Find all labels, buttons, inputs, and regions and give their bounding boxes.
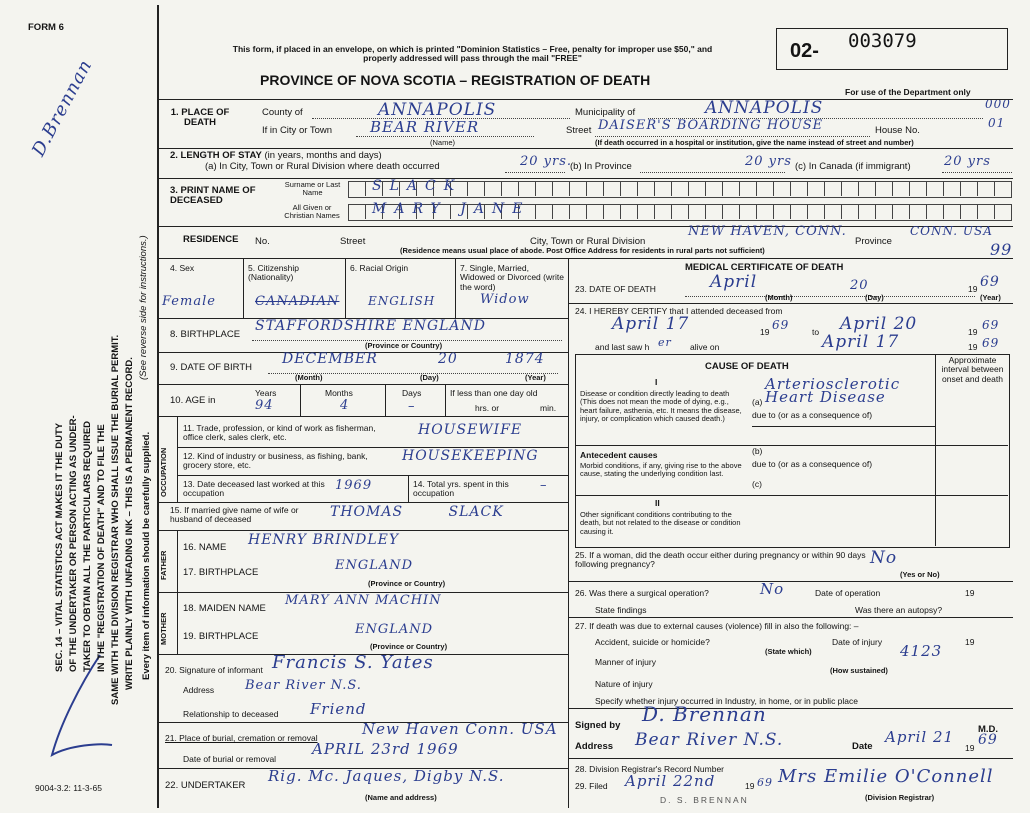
left-border bbox=[157, 5, 159, 808]
signed-year-value: 69 bbox=[978, 732, 998, 748]
informant-signature: Francis S. Yates bbox=[272, 652, 434, 673]
due-to-label-1: due to (or as a consequence of) bbox=[752, 410, 873, 420]
stay-a-label: (a) In City, Town or Rural Division where death occurred bbox=[205, 161, 440, 172]
age-days-label: Days bbox=[402, 388, 422, 398]
given-names-label: All Given or Christian Names bbox=[284, 203, 340, 221]
cause-a-value: Arteriosclerotic Heart Disease bbox=[765, 375, 901, 406]
dept-code-1: 000 bbox=[985, 97, 1011, 111]
city-value: BEAR RIVER bbox=[370, 118, 480, 136]
death-year-value: 69 bbox=[980, 274, 1000, 290]
hospital-note: (If death occurred in a hospital or institution, give the name instead of street and number) bbox=[595, 138, 914, 147]
filed-year-prefix: 19 bbox=[745, 781, 755, 791]
municipality-label: Municipality of bbox=[575, 107, 636, 118]
spouse-label: 15. If married give name of wife or husband of deceased bbox=[170, 505, 299, 525]
burial-date-value: APRIL 23rd 1969 bbox=[312, 740, 459, 758]
part-two-label: II bbox=[655, 498, 660, 508]
undertaker-label: 22. UNDERTAKER bbox=[165, 780, 246, 791]
certify-label: 24. I HEREBY CERTIFY that I attended deceased from bbox=[575, 306, 783, 316]
margin-signature: D.Brennan bbox=[28, 55, 97, 160]
house-no-label: House No. bbox=[875, 125, 920, 136]
physician-address-label: Address bbox=[575, 741, 614, 752]
age-label: 10. AGE in bbox=[170, 395, 216, 406]
specify-label: Specify whether injury occurred in Industry, in home, or in public place bbox=[595, 696, 858, 706]
occupation-side-label: OCCUPATION bbox=[159, 447, 168, 497]
injury-date-label: Date of injury bbox=[832, 637, 883, 647]
residence-no-label: No. bbox=[255, 236, 270, 247]
dob-month-caption: (Month) bbox=[295, 373, 323, 382]
side-line-2: OF THE UNDERTAKER OR PERSON ACTING AS UNDER- bbox=[68, 415, 79, 672]
informant-address-value: Bear River N.S. bbox=[245, 678, 362, 693]
antecedent-sub-label: Morbid conditions, if any, giving rise to the above cause, stating the underlying condition last. bbox=[580, 461, 742, 479]
stay-b-value: 20 yrs bbox=[745, 154, 792, 169]
trade-label: 11. Trade, profession, or kind of work as fisherman, office clerk, sales clerk, etc. bbox=[183, 423, 376, 443]
place-of-death-label: 1. PLACE OF DEATH bbox=[170, 107, 230, 129]
side-line-6: WRITE PLAINLY WITH UNFADING INK – THIS IS A PERMANENT RECORD. bbox=[124, 357, 135, 690]
side-line-4: IN THE "REGISTRATION OF DEATH" AND TO FILE THE bbox=[96, 424, 107, 672]
surname-value: SLACK bbox=[372, 178, 463, 194]
residence-city-value: NEW HAVEN, CONN. bbox=[688, 224, 847, 239]
street-value: DAISER'S BOARDING HOUSE bbox=[598, 118, 824, 133]
residence-city-label: City, Town or Rural Division bbox=[530, 236, 646, 247]
side-line-1: SEC. 14 – VITAL STATISTICS ACT MAKES IT THE DUTY bbox=[54, 422, 65, 672]
due-to-label-2: due to (or as a consequence of) bbox=[752, 459, 873, 469]
mother-side-label: MOTHER bbox=[159, 612, 168, 645]
manner-label: Manner of injury bbox=[595, 657, 656, 667]
surname-label: Surname or Last Name bbox=[284, 180, 341, 198]
undertaker-caption: (Name and address) bbox=[365, 793, 437, 802]
dob-day-caption: (Day) bbox=[420, 373, 439, 382]
residence-street-label: Street bbox=[340, 236, 366, 247]
print-name-label: 3. PRINT NAME OF DECEASED bbox=[170, 185, 256, 207]
form-title: PROVINCE OF NOVA SCOTIA – REGISTRATION OF DEATH bbox=[260, 72, 651, 88]
how-sustained-caption: (How sustained) bbox=[830, 666, 888, 675]
death-day-value: 20 bbox=[850, 278, 869, 293]
stay-c-value: 20 yrs bbox=[944, 154, 991, 169]
citizenship-label: 5. Citizenship (Nationality) bbox=[248, 263, 300, 283]
total-years-label: 14. Total yrs. spent in this occupation bbox=[413, 479, 509, 499]
external-causes-label: 27. If death was due to external causes (violence) fill in also the following: – bbox=[575, 621, 859, 631]
residence-note: (Residence means usual place of abode. Post Office Address for residents in rural parts not sufficient) bbox=[400, 246, 765, 255]
last-saw-label: and last saw h bbox=[595, 342, 650, 352]
dob-year-value: 1874 bbox=[505, 351, 545, 367]
stay-a-value: 20 yrs. bbox=[520, 154, 573, 169]
given-names-value: MARY JANE bbox=[372, 201, 531, 217]
mother-birthplace-label: 19. BIRTHPLACE bbox=[183, 631, 259, 642]
mother-birthplace-value: ENGLAND bbox=[355, 622, 434, 637]
hours-label: hrs. or bbox=[475, 403, 500, 413]
county-label: County of bbox=[262, 107, 303, 118]
signed-year-prefix: 19 bbox=[965, 743, 975, 753]
birthplace-label: 8. BIRTHPLACE bbox=[170, 329, 241, 340]
margin-initial-mark bbox=[40, 645, 120, 765]
maiden-name-label: 18. MAIDEN NAME bbox=[183, 603, 266, 614]
sex-label: 4. Sex bbox=[170, 263, 195, 273]
industry-label: 12. Kind of industry or business, as fishing, bank, grocery store, etc. bbox=[183, 451, 368, 471]
findings-label: State findings bbox=[595, 605, 647, 615]
alive-year-value: 69 bbox=[982, 336, 1000, 350]
last-worked-value: 1969 bbox=[335, 478, 373, 493]
operation-date-label: Date of operation bbox=[815, 588, 881, 598]
age-days-value: – bbox=[408, 399, 416, 414]
form-footer: 9004-3.2: 11-3-65 bbox=[35, 783, 102, 793]
injury-code-value: 4123 bbox=[900, 642, 943, 660]
relationship-value: Friend bbox=[310, 700, 367, 718]
less-day-label: If less than one day old bbox=[450, 388, 538, 398]
from-year-prefix: 19 bbox=[760, 327, 770, 337]
pregnancy-answer: No bbox=[870, 548, 898, 568]
father-birthplace-caption: (Province or Country) bbox=[368, 579, 446, 588]
burial-place-label: 21. Place of burial, cremation or removal bbox=[165, 733, 318, 743]
division-registrar-caption: (Division Registrar) bbox=[865, 793, 935, 802]
other-conditions-label: Other significant conditions contributing to the death, but not related to the disease or condition causing it. bbox=[580, 510, 741, 536]
informant-address-label: Address bbox=[183, 685, 215, 695]
md-label: M.D. bbox=[978, 724, 999, 735]
death-month-caption: (Month) bbox=[765, 293, 793, 302]
residence-province-label: Province bbox=[855, 236, 892, 247]
relationship-label: Relationship to deceased bbox=[183, 709, 279, 719]
name-caption: (Name) bbox=[430, 138, 456, 147]
dept-code-2: 01 bbox=[988, 116, 1006, 130]
father-side-label: FATHER bbox=[159, 550, 168, 580]
dob-year-caption: (Year) bbox=[525, 373, 546, 382]
county-value: ANNAPOLIS bbox=[378, 100, 497, 120]
to-label: to bbox=[812, 327, 820, 337]
burial-date-label: Date of burial or removal bbox=[183, 754, 277, 764]
record-serial: 003079 bbox=[848, 30, 917, 52]
father-name-label: 16. NAME bbox=[183, 542, 227, 553]
dob-label: 9. DATE OF BIRTH bbox=[170, 362, 252, 373]
attended-to-value: April 20 bbox=[840, 314, 918, 334]
registrar-stamp: D. S. BRENNAN bbox=[660, 795, 749, 805]
age-months-value: 4 bbox=[340, 398, 350, 413]
physician-address-value: Bear River N.S. bbox=[635, 730, 784, 750]
signed-date-label: Date bbox=[852, 741, 873, 752]
stay-b-label: (b) In Province bbox=[570, 161, 632, 172]
operation-year-prefix: 19 bbox=[965, 588, 975, 598]
father-birthplace-value: ENGLAND bbox=[335, 558, 414, 573]
disease-label: Disease or condition directly leading to death (This does not mean the mode of dying, e.g., heart failure, asthenia, etc. It means the disease, injury, or complication which caused death.) bbox=[580, 389, 742, 423]
sex-value: Female bbox=[162, 294, 216, 309]
physician-signature: D. Brennan bbox=[642, 702, 767, 726]
dept-code-3: 99 bbox=[990, 240, 1013, 259]
age-years-label: Years bbox=[255, 388, 277, 398]
side-line-8: Every item of information should be carefully supplied. bbox=[141, 431, 152, 680]
trade-value: HOUSEWIFE bbox=[418, 422, 523, 438]
minutes-label: min. bbox=[540, 403, 557, 413]
death-month-value: April bbox=[710, 272, 758, 292]
dob-month-value: DECEMBER bbox=[282, 351, 378, 367]
total-years-value: – bbox=[540, 478, 548, 493]
dob-day-value: 20 bbox=[438, 351, 458, 367]
cause-of-death-title: CAUSE OF DEATH bbox=[705, 361, 789, 372]
form-number: FORM 6 bbox=[28, 22, 64, 33]
death-year-prefix: 19 bbox=[968, 284, 978, 294]
dept-use-label: For use of the Department only bbox=[845, 87, 971, 97]
filed-label: 29. Filed bbox=[575, 781, 608, 791]
side-line-3: TAKER TO OBTAIN ALL THE PARTICULARS REQUIRED bbox=[82, 420, 93, 672]
accident-label: Accident, suicide or homicide? bbox=[595, 637, 710, 647]
registrar-signature: Mrs Emilie O'Connell bbox=[778, 766, 994, 787]
surgery-question: 26. Was there a surgical operation? bbox=[575, 588, 709, 598]
spouse-value: THOMAS SLACK bbox=[330, 504, 504, 520]
medical-certificate-title: MEDICAL CERTIFICATE OF DEATH bbox=[685, 262, 844, 273]
antecedent-label: Antecedent causes bbox=[580, 450, 658, 460]
interval-label: Approximate interval between onset and death bbox=[941, 355, 1004, 384]
birthplace-value: STAFFORDSHIRE ENGLAND bbox=[255, 318, 487, 334]
age-years-value: 94 bbox=[255, 398, 274, 413]
injury-year-prefix: 19 bbox=[965, 637, 975, 647]
racial-origin-label: 6. Racial Origin bbox=[350, 263, 409, 273]
alive-on-label: alive on bbox=[690, 342, 720, 352]
pregnancy-question: 25. If a woman, did the death occur either during pregnancy or within 90 days following pregnancy? bbox=[575, 550, 866, 570]
father-birthplace-label: 17. BIRTHPLACE bbox=[183, 567, 259, 578]
last-worked-label: 13. Date deceased last worked at this occupation bbox=[183, 479, 325, 499]
mother-birthplace-caption: (Province or Country) bbox=[370, 642, 448, 651]
maiden-name-value: MARY ANN MACHIN bbox=[285, 593, 442, 608]
nature-label: Nature of injury bbox=[595, 679, 653, 689]
death-year-caption: (Year) bbox=[980, 293, 1001, 302]
date-of-death-label: 23. DATE OF DEATH bbox=[575, 284, 656, 294]
division-record-label: 28. Division Registrar's Record Number bbox=[575, 764, 725, 774]
signed-date-value: April 21 bbox=[885, 728, 955, 746]
municipality-value: ANNAPOLIS bbox=[705, 98, 824, 118]
industry-value: HOUSEKEEPING bbox=[402, 448, 539, 464]
age-months-label: Months bbox=[325, 388, 353, 398]
informant-label: 20. Signature of informant bbox=[165, 665, 263, 675]
to-year-prefix: 19 bbox=[968, 327, 978, 337]
side-line-5: SAME WITH THE DIVISION REGISTRAR WHO SHALL ISSUE THE BURIAL PERMIT. bbox=[110, 334, 121, 705]
residence-province-value: CONN. USA bbox=[910, 224, 993, 238]
marital-status-label: 7. Single, Married, Widowed or Divorced (write the word) bbox=[460, 263, 564, 292]
side-line-7: (See reverse side for instructions.) bbox=[138, 235, 149, 380]
filed-date-value: April 22nd bbox=[625, 772, 716, 790]
mail-notice: This form, if placed in an envelope, on which is printed "Dominion Statistics – Free, penalty for improper use $50," and properly addressed will pass through the mail "FREE" bbox=[232, 44, 713, 64]
alive-on-value: April 17 bbox=[822, 332, 900, 352]
signed-by-label: Signed by bbox=[575, 720, 621, 731]
filed-year-value: 69 bbox=[757, 776, 773, 789]
street-label: Street bbox=[566, 125, 592, 136]
attended-from-value: April 17 bbox=[612, 314, 690, 334]
residence-label: RESIDENCE bbox=[183, 234, 239, 245]
part-one-label: I bbox=[655, 377, 658, 387]
death-day-caption: (Day) bbox=[865, 293, 884, 302]
to-year-value: 69 bbox=[982, 318, 1000, 332]
father-name-value: HENRY BRINDLEY bbox=[248, 532, 400, 548]
from-year-value: 69 bbox=[772, 318, 790, 332]
record-prefix: 02- bbox=[790, 40, 819, 62]
citizenship-value: CANADIAN bbox=[255, 294, 340, 309]
racial-origin-value: ENGLISH bbox=[368, 294, 436, 308]
birthplace-caption: (Province or Country) bbox=[365, 341, 443, 350]
length-of-stay-label: 2. LENGTH OF STAY (in years, months and days) bbox=[170, 150, 382, 161]
stay-c-label: (c) In Canada (if immigrant) bbox=[795, 161, 911, 172]
alive-year-prefix: 19 bbox=[968, 342, 978, 352]
autopsy-label: Was there an autopsy? bbox=[855, 605, 943, 615]
city-label: If in City or Town bbox=[262, 125, 333, 136]
state-which-caption: (State which) bbox=[765, 647, 812, 656]
marital-status-value: Widow bbox=[480, 292, 530, 307]
burial-place-value: New Haven Conn. USA bbox=[362, 720, 558, 738]
last-saw-value: er bbox=[658, 336, 672, 349]
surgery-answer: No bbox=[760, 580, 785, 598]
yes-no-caption: (Yes or No) bbox=[900, 570, 940, 579]
undertaker-value: Rig. Mc. Jaques, Digby N.S. bbox=[268, 767, 505, 785]
